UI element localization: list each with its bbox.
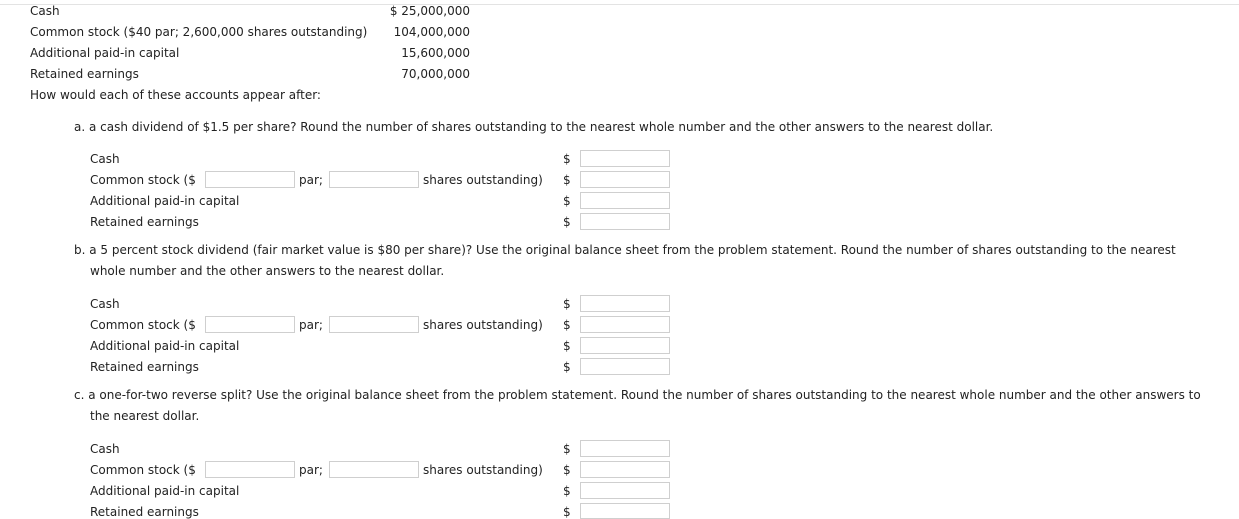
label-cash: Cash — [90, 297, 120, 311]
label-par: par; — [299, 318, 323, 332]
shares-outstanding-input-b[interactable] — [329, 316, 419, 333]
apic-input-a[interactable] — [580, 192, 670, 209]
dollar-sign: $ — [563, 194, 571, 208]
par-value-input-a[interactable] — [205, 171, 295, 188]
label-shares-outstanding: shares outstanding) — [423, 173, 543, 187]
bs-value-common-stock: 104,000,000 — [393, 25, 470, 39]
apic-input-b[interactable] — [580, 337, 670, 354]
cash-input-b[interactable] — [580, 295, 670, 312]
dollar-sign: $ — [563, 339, 571, 353]
par-value-input-b[interactable] — [205, 316, 295, 333]
label-shares-outstanding: shares outstanding) — [423, 318, 543, 332]
dollar-sign: $ — [563, 152, 571, 166]
label-retained: Retained earnings — [90, 215, 199, 229]
label-apic: Additional paid-in capital — [90, 194, 240, 208]
label-apic: Additional paid-in capital — [90, 339, 240, 353]
cash-input-c[interactable] — [580, 440, 670, 457]
dollar-sign: $ — [563, 318, 571, 332]
bs-label-cash: Cash — [30, 4, 60, 18]
cash-input-a[interactable] — [580, 150, 670, 167]
question-b — [74, 240, 1199, 282]
label-cash: Cash — [90, 442, 120, 456]
bs-label-apic: Additional paid-in capital — [30, 46, 180, 60]
question-b-text: b. a 5 percent stock dividend (fair market value is $80 per share)? Use the original balance sheet from the problem statement. Round the number of shares outstanding to the nearest whole number and the other answers to the nearest dollar. — [74, 243, 1176, 278]
label-retained: Retained earnings — [90, 505, 199, 519]
label-cash: Cash — [90, 152, 120, 166]
common-stock-input-a[interactable] — [580, 171, 670, 188]
question-c-text: c. a one-for-two reverse split? Use the original balance sheet from the problem statement. Round the number of shares outstanding to the nearest whole number and the other answers to the nearest dollar. — [74, 388, 1201, 423]
label-shares-outstanding: shares outstanding) — [423, 463, 543, 477]
dollar-sign: $ — [563, 173, 571, 187]
retained-input-c[interactable] — [580, 503, 670, 519]
top-divider — [0, 4, 1239, 5]
label-common-stock: Common stock ($ — [90, 173, 196, 187]
question-c — [74, 385, 1219, 427]
prompt-text: How would each of these accounts appear after: — [30, 88, 321, 102]
bs-value-cash: $ 25,000,000 — [389, 4, 470, 18]
label-common-stock: Common stock ($ — [90, 318, 196, 332]
dollar-sign: $ — [563, 442, 571, 456]
label-apic: Additional paid-in capital — [90, 484, 240, 498]
label-common-stock: Common stock ($ — [90, 463, 196, 477]
par-value-input-c[interactable] — [205, 461, 295, 478]
dollar-sign: $ — [563, 215, 571, 229]
common-stock-input-c[interactable] — [580, 461, 670, 478]
retained-input-b[interactable] — [580, 358, 670, 375]
label-par: par; — [299, 173, 323, 187]
dollar-sign: $ — [563, 505, 571, 519]
bs-label-common-stock: Common stock ($40 par; 2,600,000 shares outstanding) — [30, 25, 368, 39]
bs-label-retained: Retained earnings — [30, 67, 139, 81]
dollar-sign: $ — [563, 297, 571, 311]
retained-input-a[interactable] — [580, 213, 670, 230]
shares-outstanding-input-a[interactable] — [329, 171, 419, 188]
common-stock-input-b[interactable] — [580, 316, 670, 333]
dollar-sign: $ — [563, 463, 571, 477]
shares-outstanding-input-c[interactable] — [329, 461, 419, 478]
dollar-sign: $ — [563, 360, 571, 374]
bs-value-retained: 70,000,000 — [401, 67, 470, 81]
question-a: a. a cash dividend of $1.5 per share? Round the number of shares outstanding to the nearest whole number and the other answers to the nearest dollar. — [74, 120, 994, 134]
label-par: par; — [299, 463, 323, 477]
dollar-sign: $ — [563, 484, 571, 498]
apic-input-c[interactable] — [580, 482, 670, 499]
label-retained: Retained earnings — [90, 360, 199, 374]
bs-value-apic: 15,600,000 — [401, 46, 470, 60]
